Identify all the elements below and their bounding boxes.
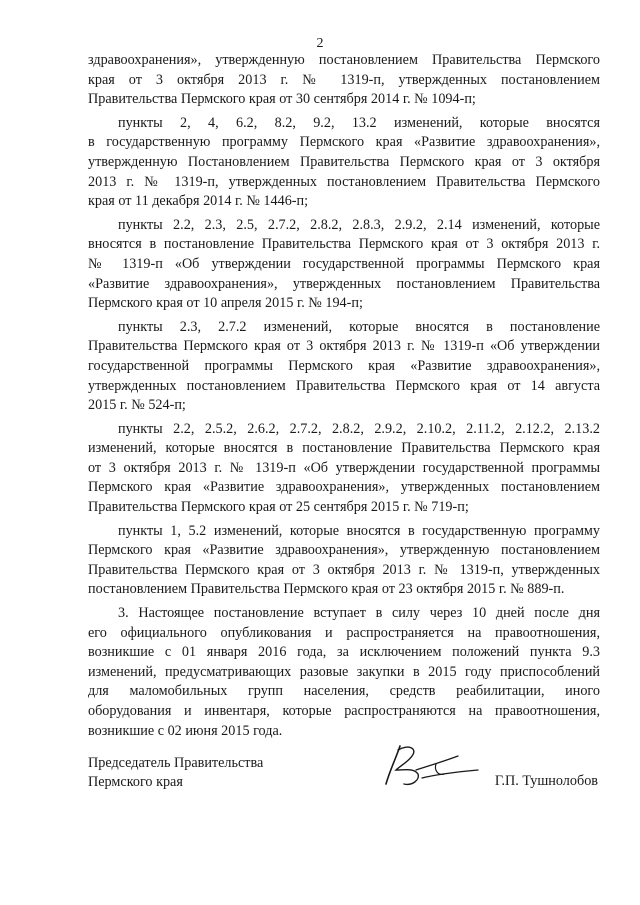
text-line: в государственную программу Пермского края «Развитие здравоохранения», [88,134,600,151]
page-number: 2 [316,36,324,51]
text-line: края от 11 декабря 2014 г. № 1446-п; [88,193,309,210]
paragraph [88,420,600,518]
handwritten-signature [378,740,488,792]
text-line: государственной программы Пермского края «Развитие здравоохранения», [88,357,600,374]
signatory-title-line1: Председатель Правительства [88,755,264,771]
text-line: изменений, которые вносятся в постановление Правительства Пермского края [88,440,600,457]
text-line: № 1319-п «Об утверждении государственной программы Пермского края [88,255,600,272]
text-line: Пермского края «Развитие здравоохранения», утвержденную постановлением [88,542,600,559]
text-line: вносятся в постановление Правительства Пермского края от 3 октября 2013 г. [88,236,600,253]
text-line: 2015 г. № 524-п; [88,397,186,414]
paragraph [88,114,600,212]
text-line: утвержденных постановлением Правительства Пермского края от 14 августа [88,377,600,394]
text-line: изменений, предусматривающих разовые закупки в 2015 году приспособлений [88,663,600,680]
signatory-name: Г.П. Тушнолобов [494,773,598,789]
signatory-title [88,754,263,792]
text-line: края от 3 октября 2013 г. № 1319-п, утвержденных постановлением [88,71,600,88]
text-line: возникшие с 01 января 2016 года, за исключением положений пункта 9.3 [88,644,600,661]
paragraph [88,318,600,416]
text-line: пункты 2.2, 2.3, 2.5, 2.7.2, 2.8.2, 2.8.3, 2.9.2, 2.14 изменений, которые [118,216,600,233]
text-line: Пермского края от 10 апреля 2015 г. № 194-п; [88,295,363,312]
text-line: 2013 г. № 1319-п, утвержденных постановлением Правительства Пермского [88,173,600,190]
text-line: пункты 1, 5.2 изменений, которые вносятся в государственную программу [118,522,600,539]
text-line: Правительства Пермского края от 3 октября 2013 г. № 1319-п, утвержденных [88,561,600,578]
text-line: для маломобильных групп населения, средств реабилитации, иного [88,683,600,700]
signatory-title-line2: Пермского края [88,774,183,790]
signature-block [88,754,600,814]
text-line: постановлением Правительства Пермского края от 23 октября 2015 г. № 889-п. [88,581,565,598]
text-line: «Развитие здравоохранения», утвержденных постановлением Правительства [88,275,600,292]
paragraph [88,604,600,741]
paragraph [88,51,600,110]
text-line: от 3 октября 2013 г. № 1319-п «Об утверждении государственной программы [88,459,600,476]
text-line: Правительства Пермского края от 25 сентября 2015 г. № 719-п; [88,499,469,516]
text-line: пункты 2.2, 2.5.2, 2.6.2, 2.7.2, 2.8.2, 2.9.2, 2.10.2, 2.11.2, 2.12.2, 2.13.2 [118,420,600,437]
text-line: Правительства Пермского края от 30 сентября 2014 г. № 1094-п; [88,91,476,108]
paragraph [88,216,600,314]
text-line: утвержденную Постановлением Правительства Пермского края от 3 октября [88,153,600,170]
text-line: его официального опубликования и распространяется на правоотношения, [88,624,600,641]
text-line: возникшие с 02 июня 2015 года. [88,722,283,739]
document-body [88,51,600,745]
text-line: Правительства Пермского края от 3 октября 2013 г. № 1319-п «Об утверждении [88,338,600,355]
text-line: пункты 2.3, 2.7.2 изменений, которые вносятся в постановление [118,318,600,335]
text-line: пункты 2, 4, 6.2, 8.2, 9.2, 13.2 изменений, которые вносятся [118,114,600,131]
text-line: здравоохранения», утвержденную постановлением Правительства Пермского [88,52,600,68]
text-line: 3. Настоящее постановление вступает в силу через 10 дней после дня [118,605,600,622]
paragraph [88,522,600,600]
text-line: Пермского края «Развитие здравоохранения», утвержденных постановлением [88,479,600,496]
text-line: оборудования и инвентаря, которые распространяются на правоотношения, [88,703,600,719]
